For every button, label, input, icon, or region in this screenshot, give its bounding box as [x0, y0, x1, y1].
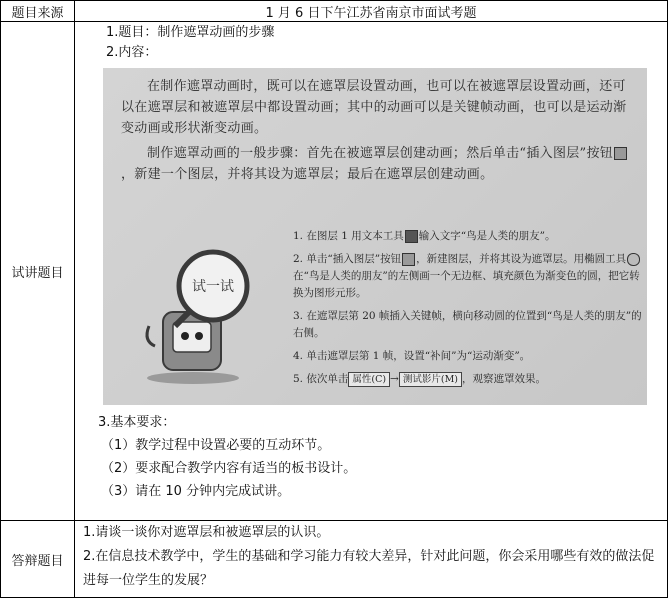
defense-row — [1, 521, 668, 598]
step-1-text-b: 输入文字“鸟是人类的朋友”。 — [418, 230, 556, 242]
test-movie-glyph: 测试影片(M) — [399, 372, 462, 387]
defense-question-2-line-2: 进每一位学生的发展？ — [83, 573, 214, 588]
lecture-label: 试讲题目 — [1, 22, 75, 521]
steps-list — [293, 228, 643, 388]
defense-label: 答辩题目 — [1, 521, 75, 598]
defense-content — [75, 521, 668, 598]
arrow-icon: → — [390, 373, 399, 385]
step-2-text-c: 在“鸟是人类的朋友”的左侧画一个无边框、填充颜色为渐变色的圆，把它转换为图形元形。 — [293, 270, 640, 299]
step-2-text-a: 2. 单击“插入图层”按钮 — [293, 253, 402, 265]
mascot-label: 试一试 — [192, 279, 234, 295]
step-3: 3. 在遮罩层第 20 帧插入关键帧，横向移动圆的位置到“鸟是人类的朋友”的右侧。 — [293, 310, 642, 339]
text-tool-icon — [405, 230, 418, 243]
step-5-text-a: 5. 依次单击 — [293, 373, 349, 385]
textbook-photo — [103, 68, 647, 405]
topic-line: 1.题目：制作遮罩动画的步骤 — [106, 25, 275, 40]
content-line: 2.内容： — [106, 45, 158, 60]
lecture-content — [75, 22, 668, 521]
step-1-text-a: 1. 在图层 1 用文本工具 — [293, 230, 404, 242]
defense-question-2-line-1: 2.在信息技术教学中，学生的基础和学习能力有较大差异，针对此问题，你会采用哪些有效的做法促 — [83, 549, 655, 564]
step-4: 4. 单击遮罩层第 1 帧，设置“补间”为“运动渐变”。 — [293, 350, 531, 362]
step-2-text-b: ，新建图层，并将其设为遮罩层。用椭圆工具 — [416, 253, 627, 265]
insert-layer-icon — [402, 253, 415, 266]
photo-paragraph-2-tail: ，新建一个图层，并将其设为遮罩层；最后在遮罩层创建动画。 — [121, 167, 494, 182]
step-2 — [293, 251, 643, 302]
computer-mascot-icon — [135, 246, 255, 386]
control-menu-glyph: 属性(C) — [348, 372, 390, 387]
photo-paragraph-2-text: 制作遮罩动画的一般步骤：首先在被遮罩层创建动画；然后单击“插入图层”按钮 — [147, 146, 614, 161]
step-5-text-b: ，观察遮罩效果。 — [462, 373, 546, 385]
step-5 — [293, 371, 643, 388]
requirement-1: （1）教学过程中设置必要的互动环节。 — [101, 438, 331, 453]
requirements-title: 3.基本要求： — [98, 415, 176, 430]
defense-question-1: 1.请谈一谈你对遮罩层和被遮罩层的认识。 — [83, 525, 330, 540]
step-1 — [293, 228, 643, 245]
requirement-3: （3）请在 10 分钟内完成试讲。 — [101, 484, 291, 499]
photo-paragraph-1: 在制作遮罩动画时，既可以在遮罩层设置动画，也可以在被遮罩层设置动画，还可以在遮罩层和被遮罩层中都设置动画；其中的动画可以是关键帧动画，也可以是运动渐变动画或形状渐变动画。 — [121, 79, 627, 136]
photo-paragraph-2 — [121, 143, 637, 185]
requirement-2: （2）要求配合教学内容有适当的板书设计。 — [101, 461, 357, 476]
oval-tool-icon — [627, 253, 640, 266]
source-row — [1, 1, 668, 22]
lecture-row — [1, 22, 668, 521]
insert-layer-icon — [614, 147, 627, 160]
source-value: 1 月 6 日下午江苏省南京市面试考题 — [75, 1, 668, 22]
source-label: 题目来源 — [1, 1, 75, 22]
